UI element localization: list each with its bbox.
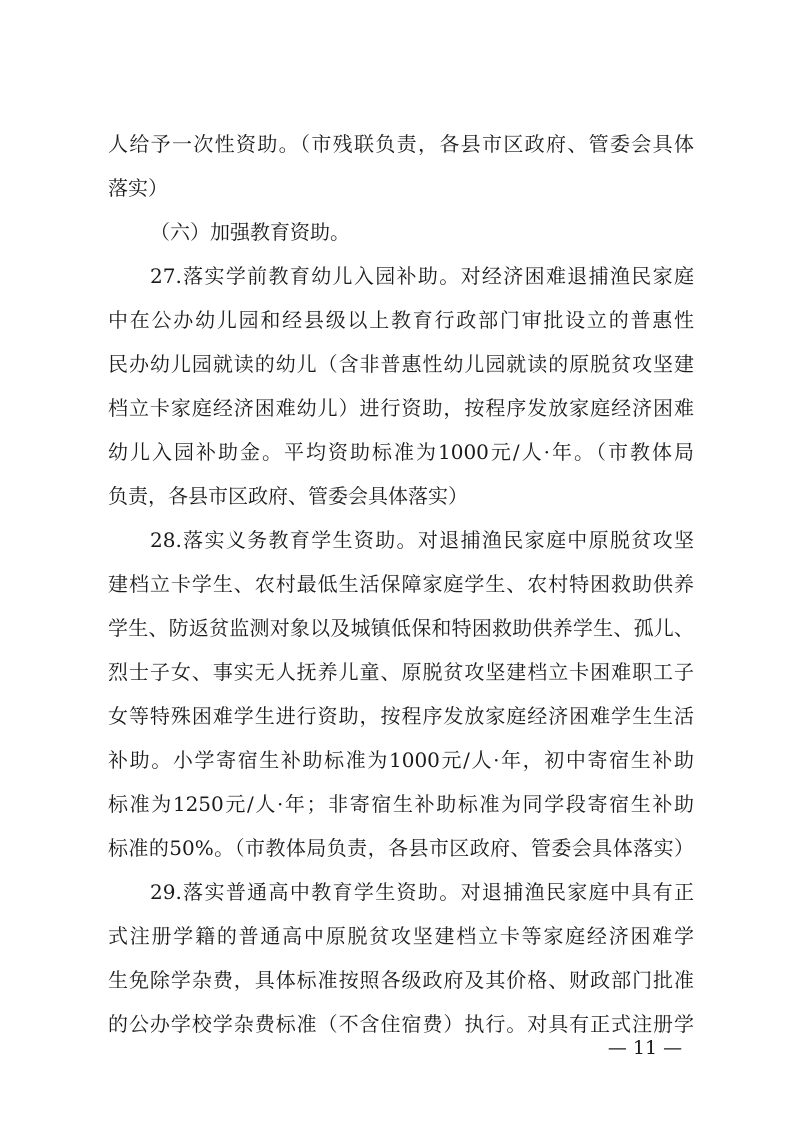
body-line: 学生、防返贫监测对象以及城镇低保和特困救助供养学生、孤儿、 <box>108 616 694 640</box>
body-line: 式注册学籍的普通高中原脱贫攻坚建档立卡等家庭经济困难学 <box>108 924 694 948</box>
body-line: 标准为1250元/人·年；非寄宿生补助标准为同学段寄宿生补助 <box>108 792 694 816</box>
paragraph-first-line: 29.落实普通高中教育学生资助。对退捕渔民家庭中具有正 <box>150 880 694 904</box>
page-number: — 11 — <box>607 1037 683 1059</box>
body-line: 标准的50%。（市教体局负责，各县市区政府、管委会具体落实） <box>108 836 694 860</box>
body-line: 人给予一次性资助。（市残联负责，各县市区政府、管委会具体 <box>108 132 694 156</box>
body-line: 幼儿入园补助金。平均资助标准为1000元/人·年。（市教体局 <box>108 440 694 464</box>
body-line: 落实） <box>108 176 168 200</box>
body-line: 女等特殊困难学生进行资助，按程序发放家庭经济困难学生生活 <box>108 704 694 728</box>
paragraph-first-line: 28.落实义务教育学生资助。对退捕渔民家庭中原脱贫攻坚 <box>150 528 694 552</box>
body-line: 生免除学杂费，具体标准按照各级政府及其价格、财政部门批准 <box>108 968 694 992</box>
body-line: 民办幼儿园就读的幼儿（含非普惠性幼儿园就读的原脱贫攻坚建 <box>108 352 694 376</box>
body-line: 负责，各县市区政府、管委会具体落实） <box>108 484 468 508</box>
body-line: 档立卡家庭经济困难幼儿）进行资助，按程序发放家庭经济困难 <box>108 396 694 420</box>
document-body <box>108 122 694 1046</box>
body-line: 建档立卡学生、农村最低生活保障家庭学生、农村特困救助供养 <box>108 572 694 596</box>
body-line: 中在公办幼儿园和经县级以上教育行政部门审批设立的普惠性 <box>108 308 694 332</box>
body-line: 的公办学校学杂费标准（不含住宿费）执行。对具有正式注册学 <box>108 1012 694 1036</box>
paragraph-first-line: 27.落实学前教育幼儿入园补助。对经济困难退捕渔民家庭 <box>150 264 694 288</box>
body-line: 补助。小学寄宿生补助标准为1000元/人·年，初中寄宿生补助 <box>108 748 694 772</box>
section-heading: （六）加强教育资助。 <box>150 220 350 244</box>
body-line: 烈士子女、事实无人抚养儿童、原脱贫攻坚建档立卡困难职工子 <box>108 660 694 684</box>
